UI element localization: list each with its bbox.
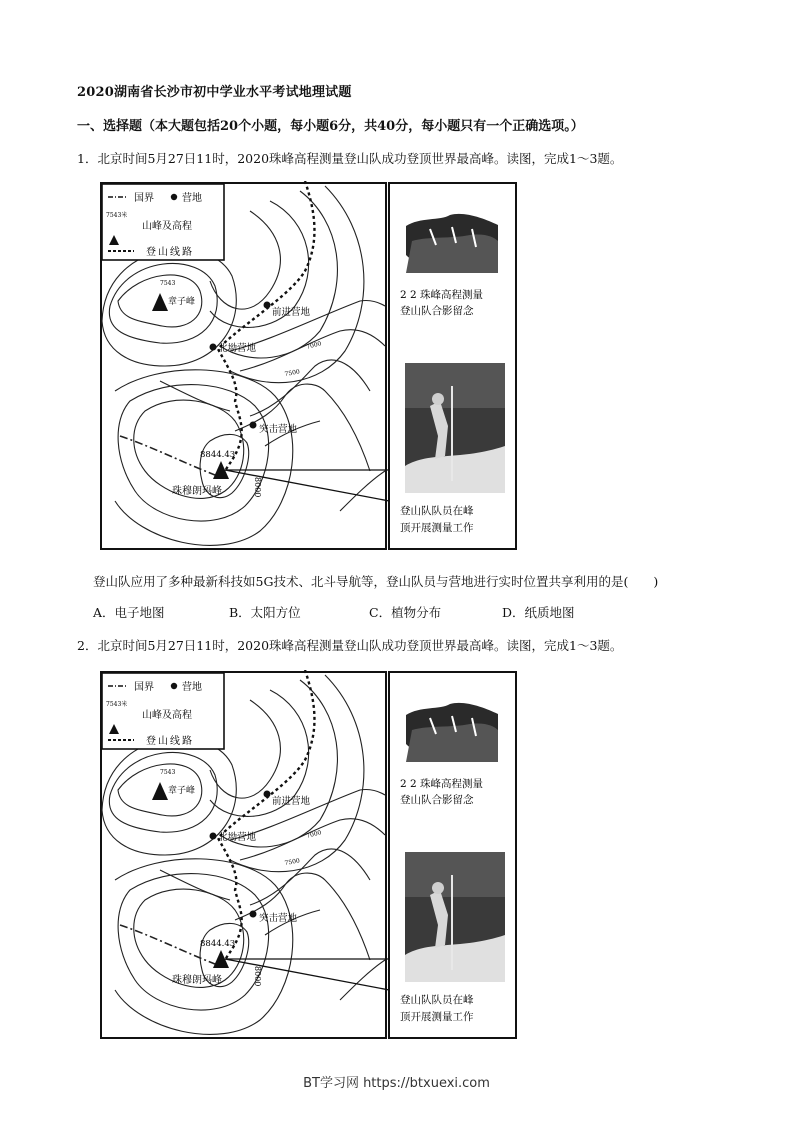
legend-camp-dot [171,683,177,689]
footer-watermark: BT学习网 https://btxuexi.com [303,1076,490,1091]
small-peak-height: 7543 [160,769,176,776]
everest-map-1 [100,181,518,551]
contour-label-7000: 7000 [305,340,323,351]
photo-bottom-caption-2: 顶开展测量工作 [400,1011,474,1023]
photo-top-caption-1: 2 2 珠峰高程测量 [400,289,484,301]
photo-bottom-caption-1: 登山队队员在峰 [400,994,474,1006]
section-heading: 一、选择题（本大题包括20个小题，每小题6分，共40分，每小题只有一个正确选项。） [77,119,584,134]
everest-height: 8844.43 [200,450,236,460]
question-1-text: 1．北京时间5月27日11时，2020珠峰高程测量登山队成功登顶世界最高峰。读图，完成1～3题。 [77,151,623,166]
photo-top-caption-2: 登山队合影留念 [400,794,474,806]
legend-route-label: 登山线路 [146,247,194,258]
option-b: B．太阳方位 [229,605,301,620]
assault-camp-label: 突击营地 [259,913,298,924]
legend-peak-height: 7543米 [106,701,128,708]
photo-bottom-caption-2: 顶开展测量工作 [400,522,474,534]
document-title: 2020湖南省长沙市初中学业水平考试地理试题 [77,85,352,100]
legend-border-label: 国界 [134,193,154,204]
map-legend [102,184,224,260]
team-photo [405,702,498,762]
everest-label: 珠穆朗玛峰 [172,975,222,986]
question-2-text: 2．北京时间5月27日11时，2020珠峰高程测量登山队成功登顶世界最高峰。读图，完成1～3题。 [77,638,623,653]
legend-camp-label: 营地 [182,682,202,693]
legend-border-label: 国界 [134,682,154,693]
option-c: C．植物分布 [369,605,442,620]
small-peak-label: 章子峰 [168,786,196,796]
figure-1 [100,181,518,551]
legend-peak-label: 山峰及高程 [142,221,192,232]
summit-photo [405,363,505,493]
assault-camp-label: 突击营地 [259,424,298,435]
figure-2 [100,670,518,1040]
forward-camp-label: 前进营地 [272,796,311,807]
contour-label-8000: 8000 [253,477,262,498]
option-d: D．纸质地图 [502,605,575,620]
legend-route-label: 登山线路 [146,736,194,747]
legend-camp-label: 营地 [182,193,202,204]
contour-label-8000: 8000 [253,966,262,987]
everest-map-2 [100,670,518,1040]
small-peak-height: 7543 [160,280,176,287]
contour-label-7500: 7500 [284,368,301,378]
legend-peak-label: 山峰及高程 [142,710,192,721]
photo-top-caption-2: 登山队合影留念 [400,305,474,317]
small-peak-label: 章子峰 [168,297,196,307]
legend-peak-height: 7543米 [106,212,128,219]
north-col-camp-label: 北坳营地 [218,343,257,354]
question-1-stem: 登山队应用了多种最新科技如5G技术、北斗导航等，登山队员与营地进行实时位置共享利用的是( ) [93,574,659,589]
map-legend [102,673,224,749]
north-col-camp-dot [210,833,217,840]
legend-camp-dot [171,194,177,200]
north-col-camp-dot [210,344,217,351]
forward-camp-dot [264,791,271,798]
option-a: A．电子地图 [93,605,165,620]
everest-height: 8844.43 [200,939,236,949]
everest-label: 珠穆朗玛峰 [172,486,222,497]
forward-camp-dot [264,302,271,309]
summit-photo [405,852,505,982]
assault-camp-dot [250,422,257,429]
forward-camp-label: 前进营地 [272,307,311,318]
contour-label-7500: 7500 [284,857,301,867]
photo-top-caption-1: 2 2 珠峰高程测量 [400,778,484,790]
north-col-camp-label: 北坳营地 [218,832,257,843]
photo-bottom-caption-1: 登山队队员在峰 [400,505,474,517]
contour-label-7000: 7000 [305,829,323,840]
team-photo [405,213,498,273]
assault-camp-dot [250,911,257,918]
